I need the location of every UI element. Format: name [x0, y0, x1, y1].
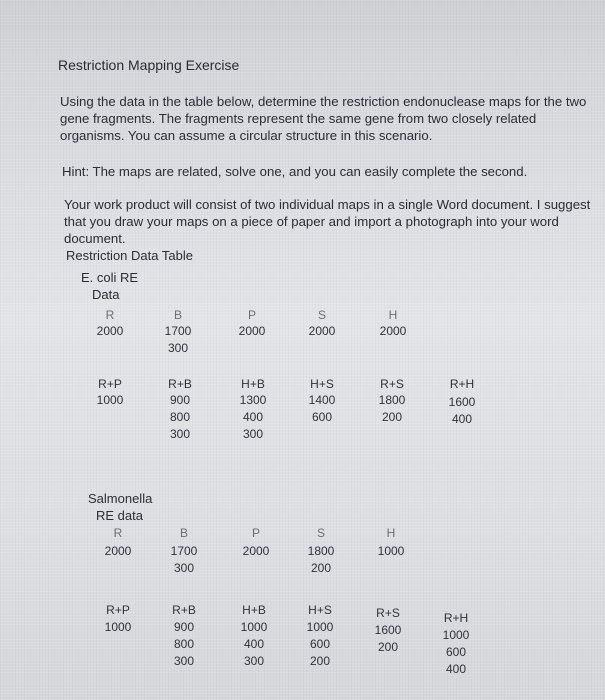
ecoli-label: E. coli RE: [81, 270, 139, 285]
salmonella-header-RS: R+S: [376, 606, 400, 620]
salmonella-value-HS-0: 1000: [306, 620, 334, 634]
salmonella-value-RS-0: 1600: [374, 623, 402, 637]
ecoli-value-H-0: 2000: [379, 324, 407, 338]
salmonella-value-RB-0: 900: [173, 620, 195, 634]
ecoli-value-S-0: 2000: [308, 324, 336, 338]
salmonella-value-RH-2: 400: [445, 662, 467, 676]
instructions-paragraph: Using the data in the table below, determine the restriction endonuclease maps for the two gene fragments. The fragments represent the same gene from two closely related organisms. You can assume a circular structure in this scenario.: [60, 94, 587, 143]
salmonella-header-R: R: [113, 526, 123, 540]
salmonella-header-RB: R+B: [172, 603, 196, 617]
ecoli-value-RP-0: 1000: [96, 393, 124, 407]
salmonella-value-HB-2: 300: [243, 654, 265, 668]
salmonella-header-RP: R+P: [106, 603, 130, 617]
salmonella-header-S: S: [316, 526, 325, 540]
ecoli-value-P-0: 2000: [238, 324, 266, 338]
ecoli-value-RB-0: 900: [169, 393, 191, 407]
ecoli-header-P: P: [247, 308, 256, 322]
table-title: Restriction Data Table: [66, 248, 193, 263]
ecoli-value-HB-1: 400: [242, 410, 264, 424]
ecoli-value-RB-2: 300: [169, 427, 191, 441]
ecoli-value-HB-2: 300: [242, 427, 264, 441]
ecoli-header-RS: R+S: [380, 377, 404, 391]
ecoli-header-HB: H+B: [241, 377, 265, 391]
salmonella-value-RH-1: 600: [445, 645, 467, 659]
salmonella-value-HS-1: 600: [309, 637, 331, 651]
salmonella-header-H: H: [386, 526, 396, 540]
salmonella-value-HB-0: 1000: [240, 620, 268, 634]
salmonella-value-RP-0: 1000: [104, 620, 132, 634]
salmonella-value-S-0: 1800: [307, 544, 335, 558]
ecoli-header-HS: H+S: [310, 377, 334, 391]
ecoli-value-HB-0: 1300: [239, 393, 267, 407]
salmonella-label-data: RE data: [96, 508, 143, 523]
salmonella-value-RB-2: 300: [173, 654, 195, 668]
ecoli-header-S: S: [317, 308, 326, 322]
salmonella-value-P-0: 2000: [242, 544, 270, 558]
ecoli-header-RP: R+P: [98, 377, 122, 391]
ecoli-value-HS-0: 1400: [308, 393, 336, 407]
salmonella-header-HB: H+B: [242, 603, 266, 617]
ecoli-header-H: H: [388, 308, 398, 322]
salmonella-value-H-0: 1000: [377, 544, 405, 558]
ecoli-label-data: Data: [92, 287, 120, 302]
ecoli-header-RB: R+B: [168, 377, 192, 391]
salmonella-header-P: P: [251, 526, 260, 540]
salmonella-value-R-0: 2000: [104, 544, 132, 558]
ecoli-value-RS-1: 200: [381, 410, 403, 424]
salmonella-header-RH: R+H: [443, 611, 469, 625]
salmonella-value-S-1: 200: [310, 561, 332, 575]
salmonella-value-B-1: 300: [173, 561, 195, 575]
salmonella-value-RS-1: 200: [377, 640, 399, 654]
ecoli-value-RH-1: 400: [451, 412, 473, 426]
salmonella-header-B: B: [179, 526, 188, 540]
page-title: Restriction Mapping Exercise: [58, 57, 240, 73]
hint-paragraph: Hint: The maps are related, solve one, and you can easily complete the second.: [62, 164, 528, 179]
ecoli-value-HS-1: 600: [311, 410, 333, 424]
ecoli-header-RH: R+H: [449, 377, 475, 391]
ecoli-value-R-0: 2000: [96, 324, 124, 338]
salmonella-value-B-0: 1700: [170, 544, 198, 558]
salmonella-value-RH-0: 1000: [442, 628, 470, 642]
ecoli-header-R: R: [105, 308, 115, 322]
salmonella-value-HB-1: 400: [243, 637, 265, 651]
salmonella-label: Salmonella: [88, 491, 153, 506]
ecoli-value-B-0: 1700: [164, 324, 192, 338]
ecoli-value-RB-1: 800: [169, 410, 191, 424]
salmonella-value-RB-1: 800: [173, 637, 195, 651]
ecoli-value-B-1: 300: [167, 341, 189, 355]
ecoli-value-RS-0: 1800: [378, 393, 406, 407]
ecoli-header-B: B: [173, 308, 182, 322]
salmonella-header-HS: H+S: [308, 603, 332, 617]
ecoli-value-RH-0: 1600: [448, 395, 476, 409]
work-product-paragraph: Your work product will consist of two individual maps in a single Word document. I suggest that you draw your maps on a piece of paper and import a photograph into your word document.: [64, 197, 591, 246]
salmonella-value-HS-2: 200: [309, 654, 331, 668]
